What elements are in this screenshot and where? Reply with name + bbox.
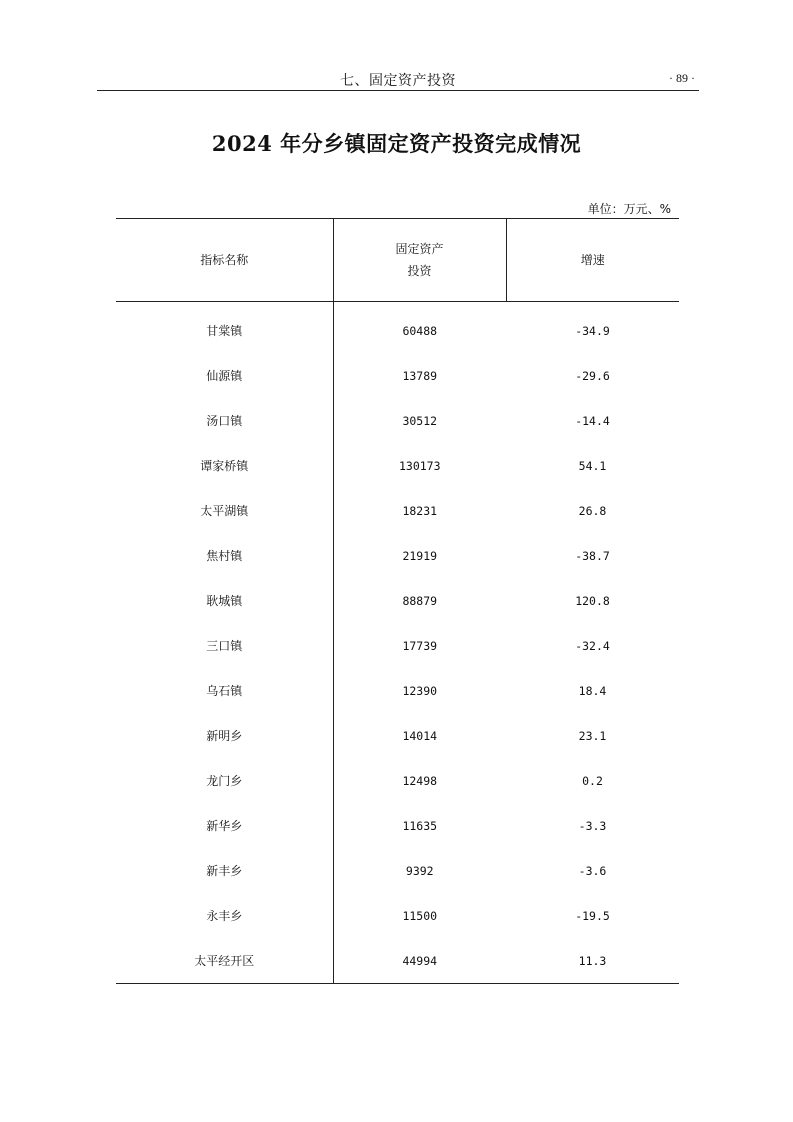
table-row [116,623,679,668]
row-growth: -32.4 [575,638,610,653]
row-investment: 9392 [333,848,506,893]
row-investment: 60488 [333,302,506,354]
row-name: 新丰乡 [206,864,243,878]
row-name: 永丰乡 [206,909,243,923]
row-growth: -29.6 [575,368,610,383]
row-investment: 21919 [333,533,506,578]
row-name: 龙门乡 [206,774,243,788]
row-growth: 23.1 [578,728,607,743]
row-investment: 11635 [333,803,506,848]
table-header [116,219,679,302]
row-investment: 130173 [333,443,506,488]
table-row [116,668,679,713]
row-investment: 12498 [333,758,506,803]
row-growth: -38.7 [575,548,610,563]
row-growth: -14.4 [575,413,610,428]
table-row [116,758,679,803]
row-growth: -19.5 [575,908,610,923]
unit-label: 单位：万元、% [587,202,671,216]
column-header-investment [333,219,506,302]
table-row [116,398,679,443]
row-investment: 18231 [333,488,506,533]
row-investment: 17739 [333,623,506,668]
row-investment: 30512 [333,398,506,443]
document-title: 2024 年分乡镇固定资产投资完成情况 [211,131,582,156]
column-header-growth: 增速 [506,219,679,302]
row-growth: 54.1 [578,458,607,473]
row-name: 新华乡 [206,819,243,833]
table-row [116,848,679,893]
table-row [116,302,679,354]
column-header-investment-line1: 固定资产 [395,242,444,256]
row-growth: -3.6 [578,863,607,878]
table-row [116,488,679,533]
row-growth: 26.8 [578,503,607,518]
row-name: 谭家桥镇 [200,459,249,473]
row-investment: 11500 [333,893,506,938]
column-header-investment-line2: 投资 [407,264,432,278]
row-name: 新明乡 [206,729,243,743]
row-investment: 13789 [333,353,506,398]
table-row [116,533,679,578]
table-row [116,353,679,398]
row-name: 仙源镇 [206,369,243,383]
investment-table [116,218,679,984]
table-row [116,938,679,984]
row-name: 汤口镇 [206,414,243,428]
row-name: 太平湖镇 [200,504,249,518]
page-number: · 89 · [669,71,695,85]
table-row [116,443,679,488]
table-row [116,803,679,848]
row-investment: 14014 [333,713,506,758]
row-name: 太平经开区 [194,954,255,968]
table-row [116,893,679,938]
table-body [116,302,679,984]
table-row [116,713,679,758]
row-investment: 12390 [333,668,506,713]
row-name: 焦村镇 [206,549,243,563]
row-name: 乌石镇 [206,684,243,698]
row-name: 耿城镇 [206,594,243,608]
row-investment: 88879 [333,578,506,623]
row-growth: 0.2 [582,773,603,788]
column-header-name: 指标名称 [116,219,333,302]
row-name: 三口镇 [206,639,243,653]
row-growth: 18.4 [578,683,607,698]
row-growth: -3.3 [578,818,607,833]
row-growth: 120.8 [575,593,610,608]
header-row [116,219,679,302]
running-header [97,68,699,91]
row-growth: -34.9 [575,323,610,338]
row-investment: 44994 [333,938,506,984]
section-title: 七、固定资产投资 [340,73,456,89]
row-name: 甘棠镇 [206,324,243,338]
row-growth: 11.3 [578,953,607,968]
table-row [116,578,679,623]
